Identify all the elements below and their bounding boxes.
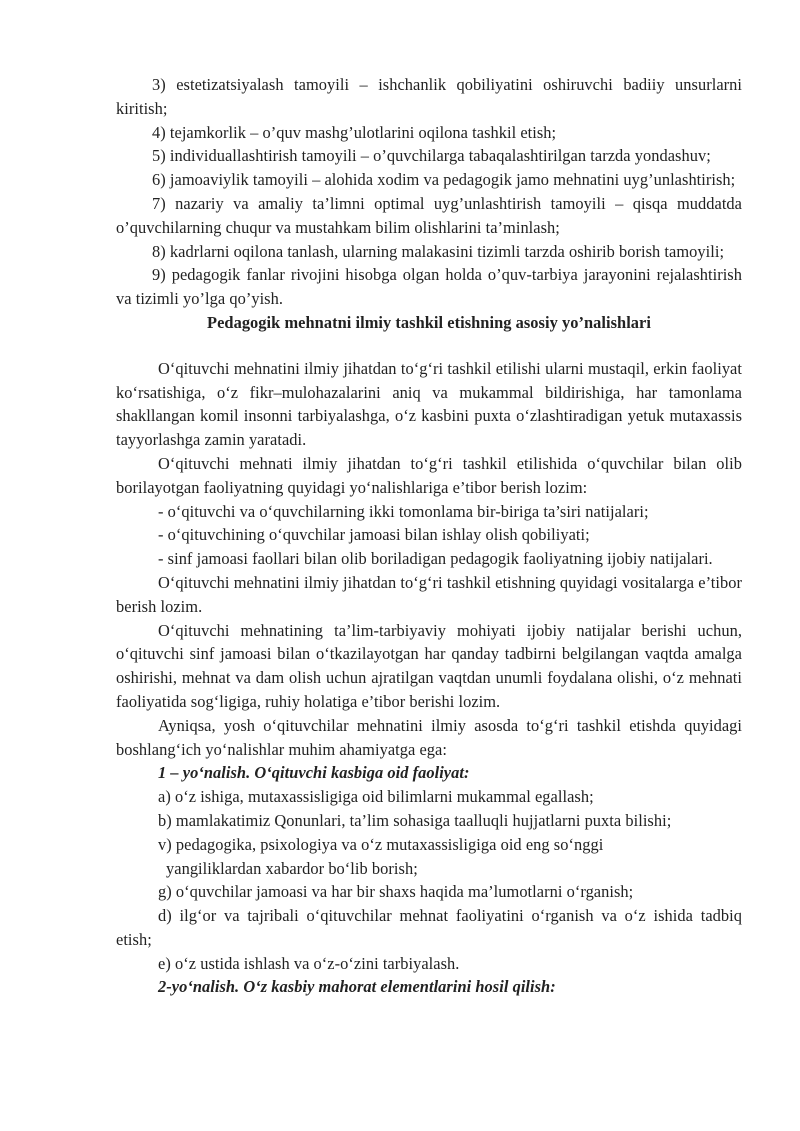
list-item: 5) individuallashtirish tamoyili – o’quvchilarga tabaqalashtirilgan tarzda yondashuv; <box>152 146 711 166</box>
paragraph: Ayniqsa, yosh o‘qituvchilar mehnatini ilmiy asosda to‘g‘ri tashkil etishda quyidagi boshlang‘ich yo‘nalishlar muhim ahamiyatga ega: <box>116 715 742 759</box>
list-item: v) pedagogika, psixologiya va o‘z mutaxassisligiga oid eng so‘nggi <box>158 834 604 854</box>
list-item: 7) nazariy va amaliy ta’limni optimal uyg’unlashtirish tamoyili – qisqa muddatda o’quvchilarning chuqur va mustahkam bilim olishlarini ta’minlash; <box>116 193 742 237</box>
list-item: 6) jamoaviylik tamoyili – alohida xodim va pedagogik jamo mehnatini uyg’unlashtirish; <box>152 170 736 190</box>
list-item: g) o‘quvchilar jamoasi va har bir shaxs haqida ma’lumotlarni o‘rganish; <box>158 882 634 902</box>
section-title: 1 – yo‘nalish. O‘qituvchi kasbiga oid faoliyat: <box>158 763 470 783</box>
list-item: a) o‘z ishiga, mutaxassisligiga oid bilimlarni mukammal egallash; <box>158 787 594 807</box>
list-item: 9) pedagogik fanlar rivojini hisobga olgan holda o’quv-tarbiya jarayonini rejalashtirish va tizimli yo’lga qo’yish. <box>116 265 742 309</box>
list-item: e) o‘z ustida ishlash va o‘z-o‘zini tarbiyalash. <box>158 953 460 973</box>
spacer <box>116 335 742 357</box>
section-title: 2-yo‘nalish. O‘z kasbiy mahorat elementlarini hosil qilish: <box>158 977 556 997</box>
list-item: b) mamlakatimiz Qonunlari, ta’lim sohasiga taalluqli hujjatlarni puxta bilishi; <box>158 810 672 830</box>
paragraph: O‘qituvchi mehnatini ilmiy jihatdan to‘g‘ri tashkil etishning quyidagi vositalarga e’tibor berish lozim. <box>116 572 742 616</box>
paragraph: O‘qituvchi mehnatining ta’lim-tarbiyaviy mohiyati ijobiy natijalar berishi uchun, o‘qituvchi sinf jamoasi bilan o‘tkazilayotgan har qanday tadbirni belgilangan vaqtda amalga oshirishi, mehnat va dam olish uchun ajratilgan vaqtdan unumli foydalana olishi, o‘z mehnati faoliyatida sog‘ligiga, ruhiy holatiga e’tibor berishi lozim. <box>116 620 742 711</box>
dash-item: - o‘qituvchi va o‘quvchilarning ikki tomonlama bir-biriga ta’siri natijalari; <box>158 501 649 521</box>
paragraph: O‘qituvchi mehnatini ilmiy jihatdan to‘g‘ri tashkil etilishi ularni mustaqil, erkin faoliyat ko‘rsatishiga, o‘z fikr–mulohazalarini aniq va mukammal bildirishiga, har tamonlama shakllangan komil insonni tarbiyalashga, o‘z kasbini puxta o‘zlashtiradigan yetuk mutaxassis tayyorlashga zamin yaratadi. <box>116 358 742 450</box>
dash-item: - o‘qituvchining o‘quvchilar jamoasi bilan ishlay olish qobiliyati; <box>158 525 590 545</box>
document-page <box>116 73 742 999</box>
list-item: 8) kadrlarni oqilona tanlash, ularning malakasini tizimli tarzda oshirib borish tamoyili; <box>152 241 725 261</box>
section-heading: Pedagogik mehnatni ilmiy tashkil etishning asosiy yo’nalishlari <box>207 312 651 332</box>
list-item: 4) tejamkorlik – o’quv mashg’ulotlarini oqilona tashkil etish; <box>152 122 557 142</box>
dash-item: - sinf jamoasi faollari bilan olib boriladigan pedagogik faoliyatning ijobiy natijalari. <box>158 549 713 569</box>
list-item: d) ilg‘or va tajribali o‘qituvchilar mehnat faoliyatini o‘rganish va o‘z ishida tadbiq etish; <box>116 906 742 949</box>
paragraph: O‘qituvchi mehnati ilmiy jihatdan to‘g‘ri tashkil etilishida o‘quvchilar bilan olib borilayotgan faoliyatning quyidagi yo‘nalishlariga e’tibor berish lozim: <box>116 453 742 497</box>
list-item: 3) estetizatsiyalash tamoyili – ishchanlik qobiliyatini oshiruvchi badiiy unsurlarni kiritish; <box>116 75 742 118</box>
list-item-continuation: yangiliklardan xabardor bo‘lib borish; <box>166 858 418 878</box>
